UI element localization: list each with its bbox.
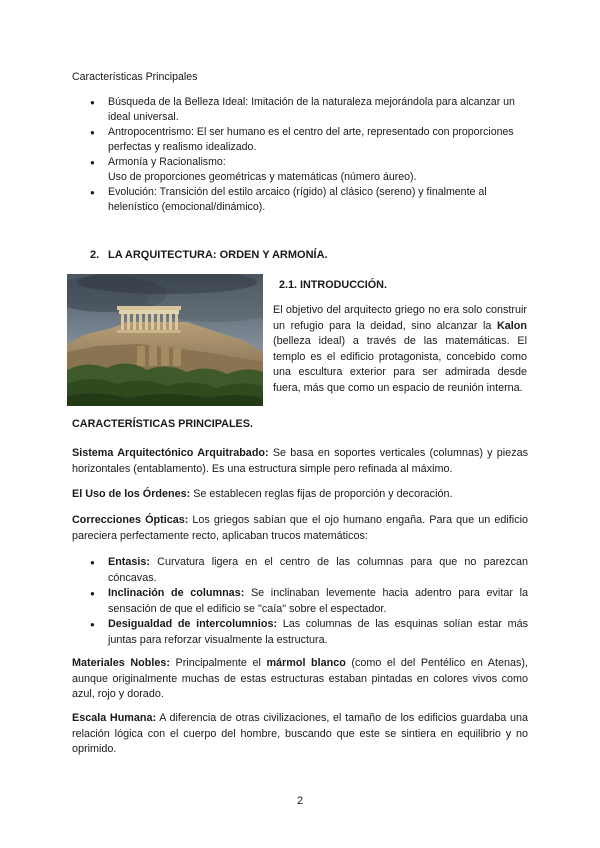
list-item: ● Evolución: Transición del estilo arcaico (rígido) al clásico (sereno) y finalmente al helenístico (emocional/dinámico). (90, 185, 530, 215)
intro-paragraph: El objetivo del arquitecto griego no era solo construir un refugio para la deidad, sino alcanzar la Kalon (belleza ideal) a través de las matemáticas. El templo es el edificio protagonista, concebido como una escultura exterior para ser admirada desde fuera, más que como un espacio de reunión interna. (273, 304, 527, 394)
top-heading: Características Principales (72, 71, 198, 83)
escala-label: Escala Humana: (72, 712, 157, 724)
parthenon-photo (67, 274, 263, 406)
list-item: ● Desigualdad de intercolumnios: Las columnas de las esquinas solían estar más juntas para reforzar visualmente la estructura. (90, 617, 528, 648)
ordenes-paragraph: El Uso de los Órdenes: Se establecen reglas fijas de proporción y decoración. (72, 488, 453, 500)
acropolis-image (67, 274, 263, 406)
marmol-term: mármol blanco (266, 657, 346, 669)
sistema-label: Sistema Arquitectónico Arquitrabado: (72, 447, 269, 459)
list-item: ● Inclinación de columnas: Se inclinaban levemente hacia adentro para evitar la sensación de que el edificio se "caía" sobre el espectador. (90, 586, 528, 617)
list-item-label: Armonía y Racionalismo: (108, 156, 226, 168)
escala-paragraph: Escala Humana: A diferencia de otras civilizaciones, el tamaño de los edificios guardaba una relación lógica con el cuerpo del hombre, buscando que este se sintiera en equilibrio y no oprimido. (72, 712, 529, 755)
optical-corrections-list (90, 555, 528, 648)
section-heading (90, 249, 328, 261)
correcciones-paragraph: Correcciones Ópticas: Los griegos sabían que el ojo humano engaña. Para que un edificio pareciera perfectamente recto, aplicaban trucos matemáticos: (72, 514, 528, 542)
intro-title: 2.1. INTRODUCCIÓN. (279, 279, 387, 291)
section-title: LA ARQUITECTURA: ORDEN Y ARMONÍA. (108, 249, 328, 261)
list-item: ● Búsqueda de la Belleza Ideal: Imitación de la naturaleza mejorándola para alcanzar un ideal universal. (90, 95, 530, 125)
list-item: ● Entasis: Curvatura ligera en el centro de las columnas para que no parezcan cóncavas. (90, 555, 528, 586)
list-item: ● Antropocentrismo: El ser humano es el centro del arte, representado con proporciones perfectas y realismo idealizado. (90, 125, 530, 155)
ordenes-label: El Uso de los Órdenes: (72, 488, 191, 500)
materiales-label: Materiales Nobles: (72, 657, 170, 669)
correcciones-label: Correcciones Ópticas: (72, 514, 189, 526)
kalon-term: Kalon (497, 319, 527, 332)
materiales-paragraph: Materiales Nobles: Principalmente el mármol blanco (como el del Pentélico en Atenas), aunque originalmente muchas de estas estructuras estaban pintadas en colores vivos como azul, rojo y dorado. (72, 657, 528, 700)
list-item-subline: Uso de proporciones geométricas y matemáticas (número áureo). (108, 171, 417, 183)
characteristics-heading: CARACTERÍSTICAS PRINCIPALES. (72, 418, 253, 430)
page-number: 2 (296, 795, 304, 807)
section-number: 2. (90, 249, 100, 261)
top-bullet-list (90, 95, 530, 215)
list-item (90, 155, 530, 185)
sistema-paragraph: Sistema Arquitectónico Arquitrabado: Se basa en soportes verticales (columnas) y piezas horizontales (entablamento). Es una estructura simple pero refinada al máximo. (72, 447, 528, 475)
